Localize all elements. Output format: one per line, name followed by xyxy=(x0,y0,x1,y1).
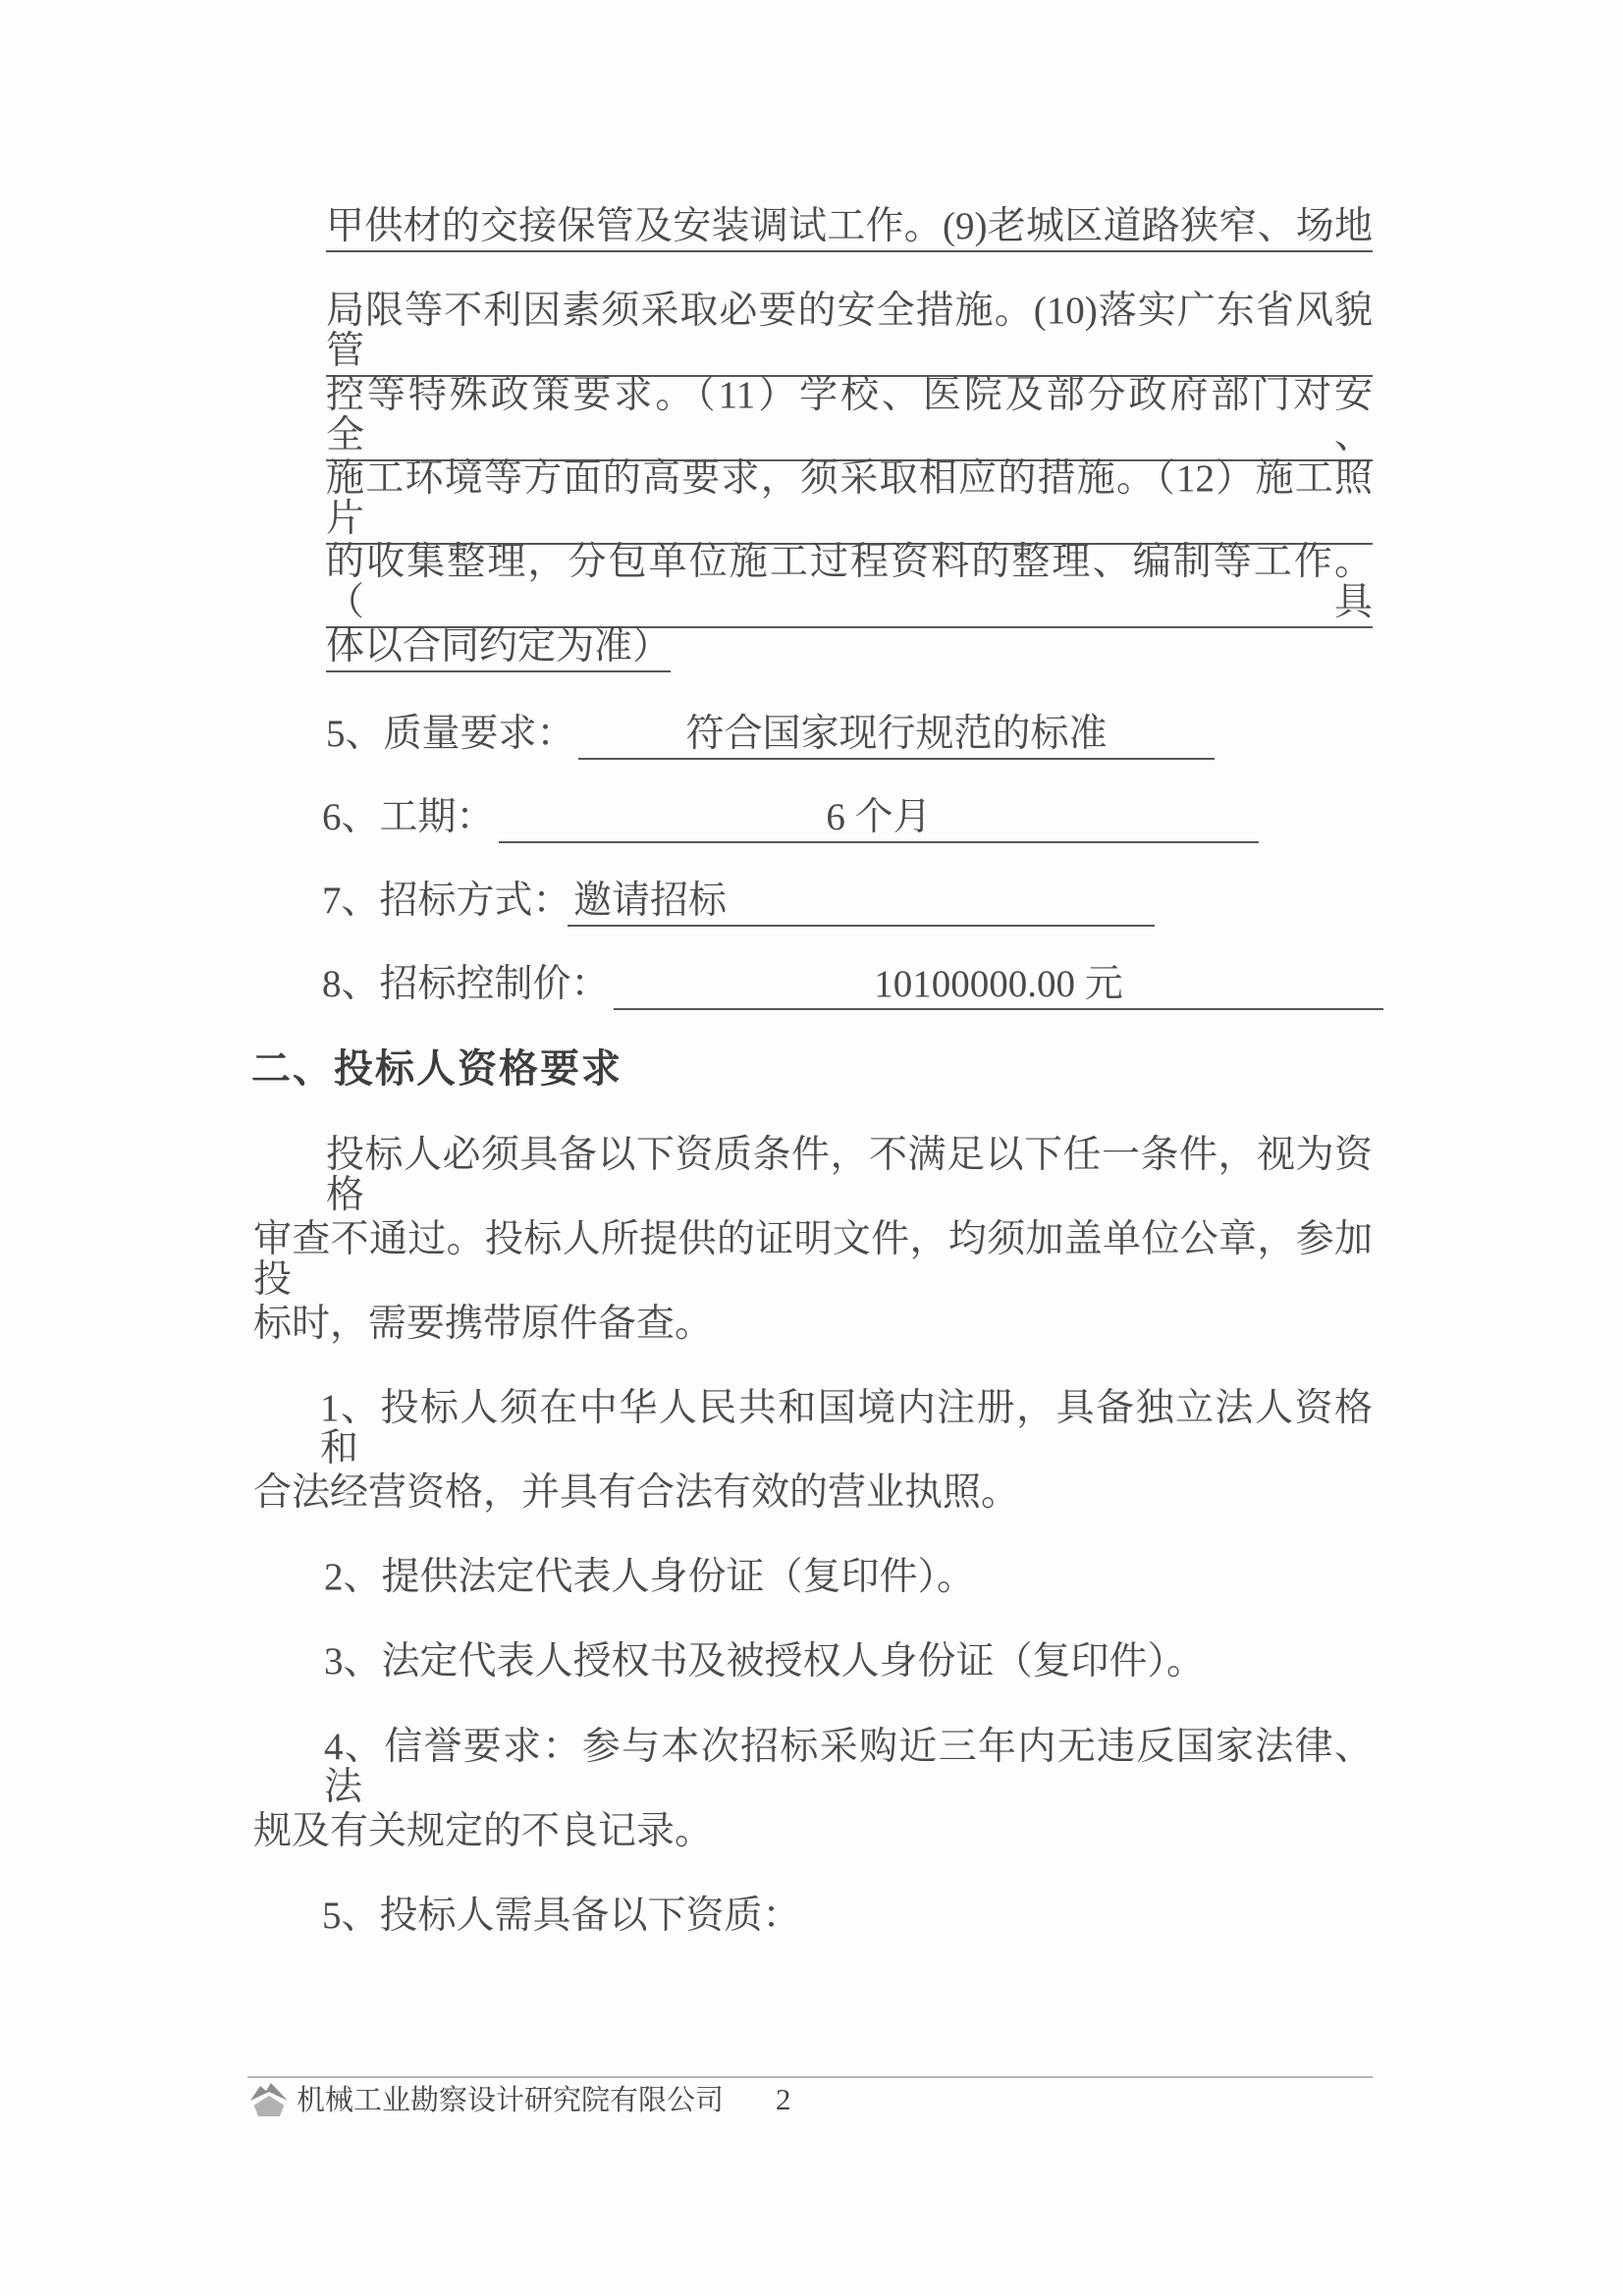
tender-method-value-text: 邀请招标 xyxy=(573,880,728,922)
duration-value-text: 6 个月 xyxy=(826,796,932,838)
quality-requirement-label: 5、质量要求： xyxy=(326,713,575,755)
duration-value xyxy=(499,797,1259,843)
body-line-8-item-4: 4、信誉要求：参与本次招标采购近三年内无违反国家法律、法 xyxy=(324,1726,1373,1808)
body-line-1: 投标人必须具备以下资质条件，不满足以下任一条件，视为资格 xyxy=(326,1134,1373,1216)
duration-label: 6、工期： xyxy=(322,796,495,838)
section-heading-bidder-qualifications: 二、投标人资格要求 xyxy=(251,1046,622,1091)
continued-clause-line-2: 局限等不利因素须采取必要的安全措施。(10)落实广东省风貌管 xyxy=(326,291,1373,377)
tender-method-label: 7、招标方式： xyxy=(322,880,571,922)
tender-method-value xyxy=(568,881,1155,927)
body-line-10-item-5: 5、投标人需具备以下资质： xyxy=(322,1895,801,1937)
continued-clause-line-5: 的收集整理，分包单位施工过程资料的整理、编制等工作。（具 xyxy=(326,542,1373,628)
body-line-5: 合法经营资格，并具有合法有效的营业执照。 xyxy=(253,1471,1020,1514)
body-line-9: 规及有关规定的不良记录。 xyxy=(253,1810,714,1852)
control-price-value-text: 10100000.00 元 xyxy=(874,963,1123,1005)
body-line-7-item-3: 3、法定代表人授权书及被授权人身份证（复印件）。 xyxy=(324,1640,1206,1682)
body-line-4-item-1: 1、投标人须在中华人民共和国境内注册，具备独立法人资格和 xyxy=(320,1387,1373,1469)
control-price-value xyxy=(614,964,1383,1010)
page-number: 2 xyxy=(776,2082,791,2116)
continued-clause-line-4: 施工环境等方面的高要求，须采取相应的措施。（12）施工照片 xyxy=(326,458,1373,545)
footer-rule xyxy=(247,2076,1373,2078)
body-line-3: 标时，需要携带原件备查。 xyxy=(253,1303,714,1345)
body-line-6-item-2: 2、提供法定代表人身份证（复印件）。 xyxy=(324,1556,976,1598)
continued-clause-line-6-text: 体以合同约定为准） xyxy=(326,626,671,672)
footer-company-name: 机械工业勘察设计研究院有限公司 xyxy=(297,2085,725,2116)
continued-clause-line-1: 甲供材的交接保管及安装调试工作。(9)老城区道路狭窄、场地 xyxy=(326,206,1373,252)
body-line-2: 审查不通过。投标人所提供的证明文件，均须加盖单位公章，参加投 xyxy=(253,1218,1373,1301)
control-price-label: 8、招标控制价： xyxy=(322,963,610,1005)
continued-clause-line-3: 控等特殊政策要求。（11）学校、医院及部分政府部门对安全、 xyxy=(326,375,1373,461)
continued-clause-line-6 xyxy=(326,626,671,672)
mountain-logo-icon xyxy=(249,2082,289,2124)
quality-requirement-value xyxy=(578,714,1215,760)
quality-requirement-value-text: 符合国家现行规范的标准 xyxy=(685,713,1108,755)
